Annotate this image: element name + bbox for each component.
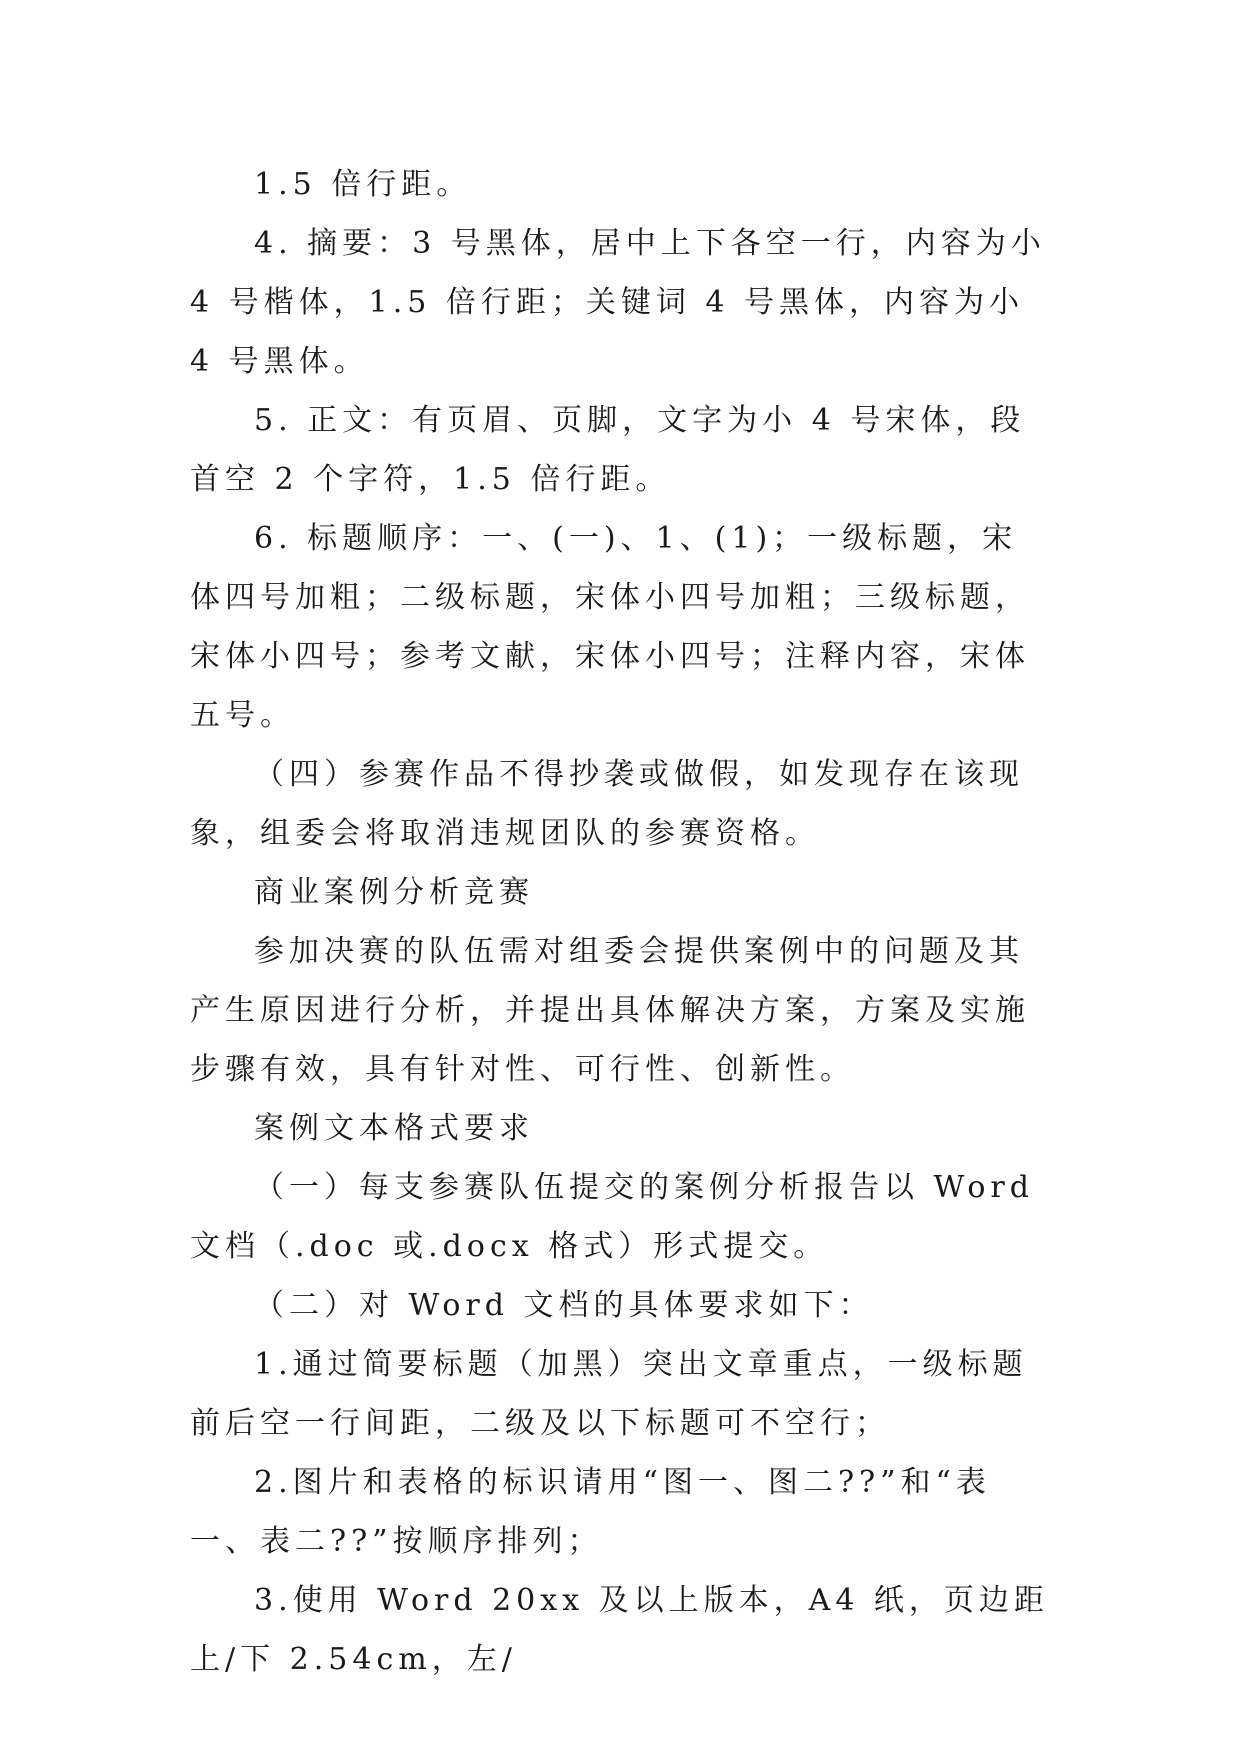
section-heading-format-requirements: 案例文本格式要求 — [254, 1111, 534, 1146]
section-heading-case-competition: 商业案例分析竞赛 — [254, 875, 534, 910]
paragraph-body-format: 5. 正文：有页眉、页脚，文字为小 4 号宋体，段首空 2 个字符，1.5 倍行距。 — [190, 403, 1026, 497]
document-body — [190, 155, 1061, 1689]
paragraph-rule-headings: 1.通过简要标题（加黑）突出文章重点，一级标题前后空一行间距，二级及以下标题可不空行； — [190, 1347, 1028, 1441]
paragraph-submission-format: （一）每支参赛队伍提交的案例分析报告以 Word 文档（.doc 或.docx 格式）形式提交。 — [190, 1170, 1049, 1264]
paragraph-rule-figures-tables: 2.图片和表格的标识请用“图一、图二??”和“表一、表二??”按顺序排列； — [190, 1465, 991, 1559]
paragraph-rule-word-version: 3.使用 Word 20xx 及以上版本，A4 纸，页边距上/下 2.54cm，左/ — [190, 1583, 1049, 1677]
paragraph-heading-order: 6. 标题顺序：一、(一)、1、(1)；一级标题，宋体四号加粗；二级标题，宋体小四号加粗；三级标题，宋体小四号；参考文献，宋体小四号；注释内容，宋体五号。 — [190, 521, 1030, 733]
paragraph-abstract-format: 4. 摘要：3 号黑体，居中上下各空一行，内容为小 4 号楷体，1.5 倍行距；关键词 4 号黑体，内容为小 4 号黑体。 — [190, 226, 1061, 379]
paragraph-line-spacing: 1.5 倍行距。 — [254, 167, 472, 202]
paragraph-word-requirements: （二）对 Word 文档的具体要求如下： — [254, 1288, 874, 1323]
paragraph-final-requirements: 参加决赛的队伍需对组委会提供案例中的问题及其产生原因进行分析，并提出具体解决方案，方案及实施步骤有效，具有针对性、可行性、创新性。 — [190, 934, 1030, 1087]
paragraph-plagiarism-rule: （四）参赛作品不得抄袭或做假，如发现存在该现象，组委会将取消违规团队的参赛资格。 — [190, 757, 1024, 851]
